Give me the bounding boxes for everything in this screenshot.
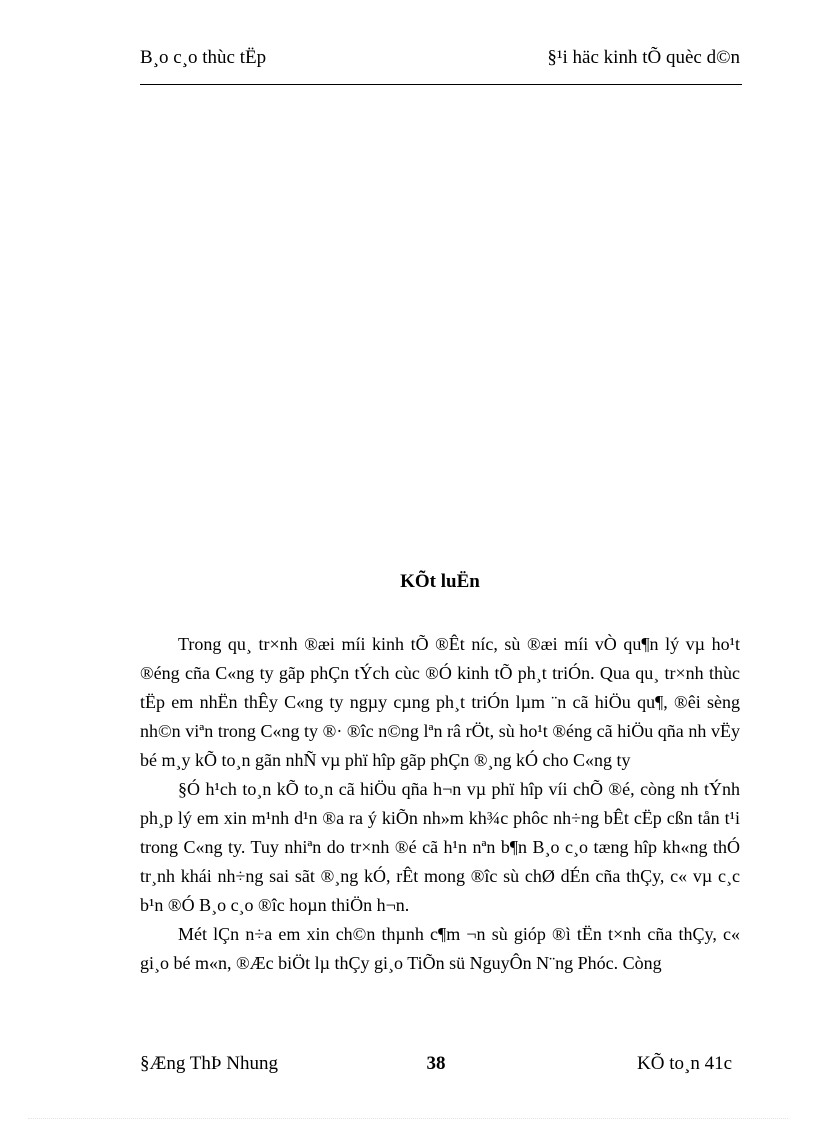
header-left-title: B¸o c¸o thùc tËp [140, 47, 267, 68]
footer-class: KÕ to¸n 41c [637, 1053, 732, 1074]
header-right-title: §¹i häc kinh tÕ quèc d©n [547, 47, 740, 68]
body-text [140, 630, 740, 978]
page-bottom-border [28, 1118, 788, 1119]
section-title: KÕt luËn [400, 571, 480, 592]
paragraph: Trong qu¸ tr×nh ®æi míi kinh tÕ ®Êt níc, sù ®æi míi vÒ qu¶n lý vµ ho¹t ®éng cña C«ng ty gãp phÇn tÝch cùc ®Ó kinh tÕ ph¸t triÓn. Qua qu¸ tr×nh thùc tËp em nhËn thÊy C«ng ty ngµy cµng ph¸t triÓn lµm ¨n cã hiÖu qu¶, ®êi sèng nh©n viªn trong C«ng ty ®· ®îc n©ng lªn râ rÖt, sù ho¹t ®éng cã hiÖu qña nh vËy bé m¸y kÕ to¸n gãn nhÑ vµ phï hîp gãp phÇn ®¸ng kÓ cho C«ng ty [140, 634, 740, 770]
paragraph: §Ó h¹ch to¸n kÕ to¸n cã hiÖu qña h¬n vµ phï hîp víi chÕ ®é, còng nh tÝnh ph¸p lý em xin m¹nh d¹n ®a ra ý kiÕn nh»m kh¾c phôc nh÷ng bÊt cËp cßn tån t¹i trong C«ng ty. Tuy nhiªn do tr×nh ®é cã h¹n nªn b¶n B¸o c¸o tæng hîp kh«ng thÓ tr¸nh khái nh÷ng sai sãt ®¸ng kÓ, rÊt mong ®îc sù chØ dÉn cña thÇy, c« vµ c¸c b¹n ®Ó B¸o c¸o ®îc hoµn thiÖn h¬n. [140, 779, 740, 915]
footer-author: §Æng ThÞ Nhung [140, 1053, 278, 1074]
page-number: 38 [426, 1053, 446, 1074]
header-divider [140, 84, 742, 85]
paragraph: Mét lÇn n÷a em xin ch©n thµnh c¶m ¬n sù gióp ®ì tËn t×nh cña thÇy, c« gi¸o bé m«n, ®Æc biÖt lµ thÇy gi¸o TiÕn sü NguyÔn N¨ng Phóc. Còng [140, 924, 740, 973]
